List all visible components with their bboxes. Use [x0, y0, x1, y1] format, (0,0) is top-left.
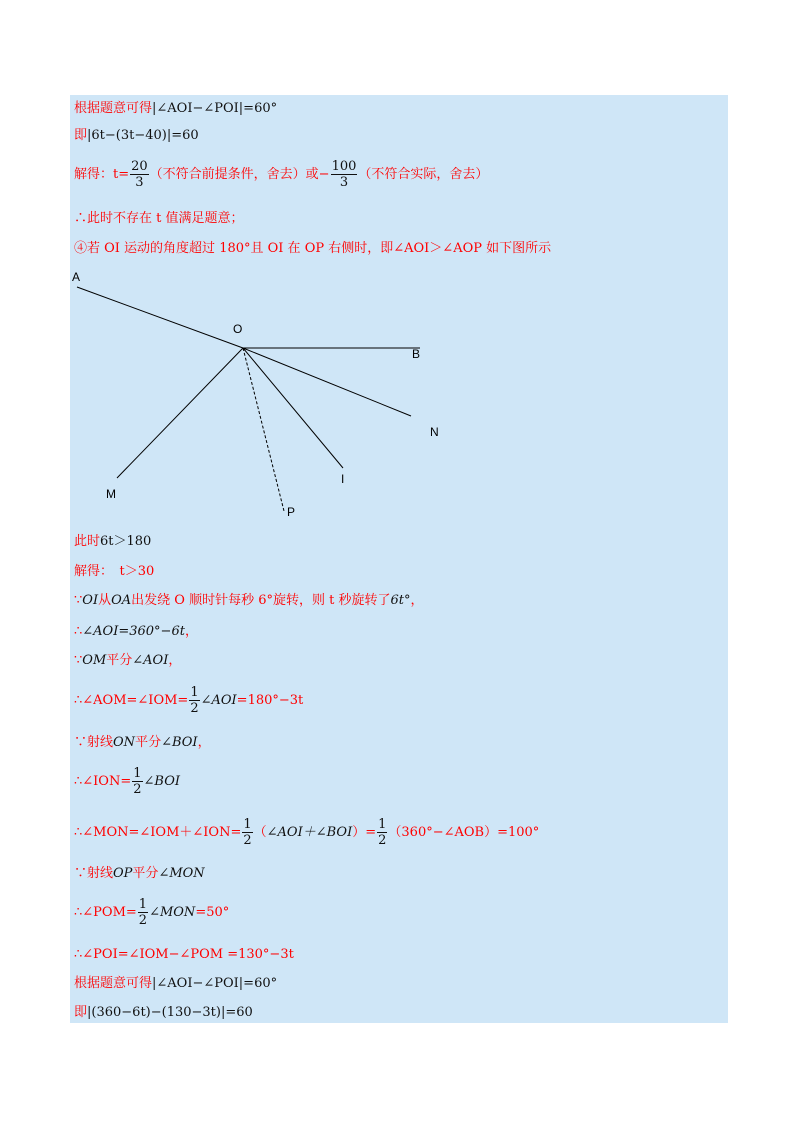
line-condition-3: 根据题意可得|∠AOI−∠POI|=60°: [74, 976, 278, 991]
line-angle-AOM: ∴∠AOM=∠IOM= $\frac{1}{2}$ ∠AOI=180°−3t: [74, 685, 304, 716]
line-OP-bisects: ∵射线OP平分∠MON: [74, 866, 205, 881]
line-rotation: ∵OI从OA出发绕 O 顺时针每秒 6°旋转，则 t 秒旋转了6t°，: [74, 593, 424, 608]
label-I: I: [341, 472, 345, 486]
line-angle-POM: ∴∠POM= $\frac{1}{2}$ ∠MON=50°: [74, 897, 230, 928]
label-M: M: [106, 487, 116, 501]
line-equation-3: 即|(360−6t)−(130−3t)|=60: [74, 1005, 253, 1020]
label-B: B: [412, 347, 421, 361]
line-conclusion-1: ∴此时不存在 t 值满足题意；: [74, 211, 244, 226]
label-O: O: [233, 322, 243, 336]
line-solution-1: 解得：t= $\frac{20}{3}$ （不符合前提条件，舍去）或− $\frac{100}{3}$ （不符合实际，舍去）: [74, 159, 489, 190]
line-case-4: ④若 OI 运动的角度超过 180°且 OI 在 OP 右侧时，即∠AOI＞∠AOP 如下图所示: [74, 241, 552, 256]
label-P: P: [287, 505, 296, 519]
fraction: $\frac{1}{2}$: [243, 817, 252, 848]
line-condition-1: 根据题意可得|∠AOI−∠POI|=60°: [74, 101, 278, 116]
equation: |6t−(3t−40)|=60: [87, 128, 199, 143]
ray-ON: [243, 348, 411, 416]
line-equation-1: 即|6t−(3t−40)|=60: [74, 128, 199, 143]
fraction: $\frac{100}{3}$: [331, 159, 357, 190]
ray-OM: [117, 348, 243, 478]
fraction: $\frac{1}{2}$: [138, 897, 148, 928]
fraction: $\frac{20}{3}$: [131, 159, 148, 190]
line-angle-AOI: ∴∠AOI=360°−6t，: [74, 624, 198, 639]
label-N: N: [430, 425, 439, 439]
line-angle-ION: ∴∠ION= $\frac{1}{2}$ ∠BOI: [74, 766, 180, 797]
fraction: $\frac{1}{2}$: [133, 766, 142, 797]
equation: |∠AOI−∠POI|=60°: [152, 976, 278, 991]
line-ON-bisects: ∵射线ON平分∠BOI，: [74, 735, 211, 750]
equation: |∠AOI−∠POI|=60°: [152, 101, 278, 116]
ray-OA: [77, 287, 243, 348]
line-angle-MON: ∴∠MON=∠IOM＋∠ION= $\frac{1}{2}$ （∠AOI＋∠BOI）= $\frac{1}{2}$ （360°−∠AOB）=100°: [74, 817, 540, 848]
line-condition-2: 此时6t＞180: [74, 534, 152, 549]
label-A: A: [72, 270, 81, 284]
equation: |(360−6t)−(130−3t)|=60: [87, 1005, 253, 1020]
fraction: $\frac{1}{2}$: [190, 685, 199, 716]
line-solution-2: 解得： t＞30: [74, 564, 155, 579]
inequality: 6t＞180: [100, 534, 152, 549]
line-angle-POI: ∴∠POI=∠IOM−∠POM =130°−3t: [74, 947, 294, 962]
fraction: $\frac{1}{2}$: [378, 817, 387, 848]
line-OM-bisects: ∵OM平分∠AOI，: [74, 653, 182, 668]
